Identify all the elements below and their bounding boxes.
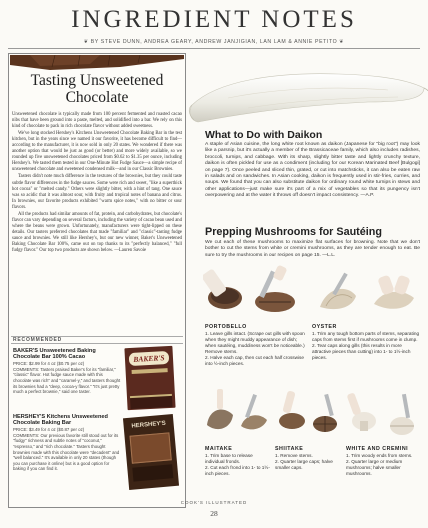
maitake-step: 2. Cut each frond into 1- to 1½-inch pieces.	[205, 465, 270, 476]
chocolate-title-line2: Chocolate	[65, 89, 129, 106]
oyster-steps	[312, 331, 420, 361]
hersheys-logo-text: HERSHEY'S	[131, 420, 167, 430]
shiitake-photo-1	[275, 385, 308, 440]
product-price: PRICE: $2.99 for 4 oz ($0.75 per oz)	[13, 360, 85, 366]
cremini-step: 1. Trim woody ends from stems.	[346, 453, 413, 458]
header-rule	[8, 48, 420, 49]
shiitake-heading: SHIITAKE	[275, 446, 304, 452]
portobello-step: 2. Halve each cap, then cut each half crosswise into ½-inch pieces.	[205, 355, 305, 366]
chocolate-bars-illustration	[10, 55, 184, 72]
chocolate-paragraph: All the products had similar amounts of fat, protein, and carbohydrates, but chocolate's flavor can vary depending on several factors, including the variety of cacao bean used and where the beans were grown. Unfortunately, manufacturers were tight-lipped on these details. Our tasters preferred chocolates that made "familiar" and "classic"-tasting fudge sauce and brownies. We still like Hershey's, but our new winner, Baker's Unsweetened Baking Chocolate Bar 100%, came out on top thanks to its "perfectly balanced," "full fudgy flavor." Our top two products are shown below. —Lauren Savoie	[12, 211, 182, 254]
oyster-step: 2. Tear caps along gills (this results in more attractive pieces than cutting) into 1- to 1½-inch pieces.	[312, 343, 411, 360]
shiitake-photo-2	[309, 388, 342, 443]
mushrooms-title: Prepping Mushrooms for Sautéing	[205, 226, 382, 238]
bakers-package-image	[124, 346, 175, 410]
product-name-line1: HERSHEY'S Kitchens Unsweetened	[13, 414, 108, 420]
maitake-step: 1. Trim base to release individual fronds.	[205, 453, 253, 464]
oyster-heading: OYSTER	[312, 324, 337, 330]
daikon-title: What to Do with Daikon	[205, 129, 323, 141]
daikon-photo	[188, 50, 428, 135]
oyster-step: 1. Trim any tough bottom parts of stems, separating caps from stems first if mushrooms come in clump.	[312, 331, 420, 342]
portobello-steps	[205, 331, 305, 367]
product-price: PRICE: $3.49 for 4 oz ($0.87 per oz)	[13, 426, 85, 432]
cremini-photo-2	[384, 388, 422, 443]
byline: ❦ BY STEVE DUNN, ANDREA GEARY, ANDREW JANJIGIAN, LAN LAM & ANNIE PETITO ❦	[83, 39, 345, 45]
portobello-step: 1. Leave gills intact. (Scrape out gills with spoon when they might muddy appearance of dish; when sautéing, muddiness won't be noticeable.) Remove stems.	[205, 331, 305, 354]
product-bakers	[13, 348, 121, 395]
maitake-heading: MAITAKE	[205, 446, 233, 452]
recommended-label: RECOMMENDED	[11, 336, 183, 344]
daikon-text: A staple of Asian cuisine, the long white root known as daikon (Japanese for "big root") may look like a parsnip, but it's actually a member of the Brassicaceae family, which also includes radishes, broccoli, turnips, and cabbage. With its sharp, slightly bitter taste and lightly crunchy texture, daikon is often pickled for use as a condiment (including for our Korean Marinated Beef [Bulgogi] on page 7). Once peeled and sliced thin, grated, or cut into matchsticks, it can also be eaten raw in salads and on sandwiches. In Asian cooking, daikon is frequently used in stir-fries, curries, and soups. We found that you can also substitute daikon for ordinary round white turnips in stews and other applications—just make sure it's part of a mix of vegetables so that its pungency isn't overpowering and at the water it throws off doesn't impact consistency. —A.P.	[205, 142, 420, 199]
oyster-photo-2	[364, 262, 422, 322]
product-name-line2: Chocolate Baking Bar	[13, 420, 72, 427]
mushrooms-intro: We cut each of these mushrooms to maximize flat surfaces for browning. Note that we don't bother to cut the stems from white or cremini mushrooms, as they are tender enough to eat. Be sure to try the mushrooms in our recipes on page 15. —L.L.	[205, 240, 420, 258]
portobello-heading: PORTOBELLO	[205, 324, 247, 330]
cremini-steps	[346, 453, 422, 477]
cremini-heading: WHITE AND CREMINI	[346, 446, 409, 452]
page-title: INGREDIENT NOTES	[71, 6, 357, 33]
cremini-step: 2. Quarter large or medium mushrooms; halve smaller mushrooms.	[346, 459, 403, 476]
product-hersheys	[13, 414, 121, 472]
chocolate-title	[10, 72, 184, 106]
portobello-photo-1	[203, 260, 243, 320]
maitake-photo-2	[237, 388, 270, 443]
chocolate-paragraph: We've long stocked Hershey's Kitchens Unsweetened Chocolate Baking Bar in the test kitchen, but in the years since we named it our favorite, it has become difficult to find—according to the manufacturer, it is now sold in only 20 states. We wondered if there was another option that would be just as good (or better) and more widely available, so we rounded up five unsweetened chocolates priced from $0.62 to $1.35 per ounce, including Hershey's. We tasted them tested in our One-Minute Hot Fudge Sauce—a simple recipe of unsweetened chocolate and sweetened condensed milk—and in our Classic Brownies.	[12, 131, 182, 173]
shiitake-step: 2. Quarter large caps; halve smaller caps.	[275, 459, 333, 470]
chocolate-paragraph: Unsweetened chocolate is typically made from 100 percent fermented and roasted cacao nibs that have been ground into a paste, melted, and solidified into a bar. We rely on this kind of chocolate to pack in rich chocolate flavor without added sweetness.	[12, 112, 182, 130]
bakers-logo-text: BAKER'S	[129, 351, 170, 366]
product-comment: COMMENTS: Our previous favorite still stood out for its "fudgy" richness and subtle notes of "coconut," "espresso," and "rich chocolate." Tasters thought brownies made with this chocolate were "decadent" and "well balanced." It's available in only 20 states (though you can purchase it online) but is a good option for baking if you can find it.	[13, 432, 120, 472]
chocolate-article	[12, 112, 182, 254]
product-comment: COMMENTS: Tasters praised Baker's for its "familiar," "classic" flavor. Hot fudge sauce made with this chocolate was rich" and "caramel-y," and tasters thought its brownies had a "deep, cocoa-y flavor." "It's just pretty much a perfect brownie," said one taster.	[13, 366, 121, 395]
product-name-line2: Chocolate Bar 100% Cacao	[13, 354, 86, 361]
product-name-line1: BAKER'S Unsweetened Baking	[13, 348, 96, 354]
hersheys-package-image	[123, 414, 179, 490]
chocolate-title-line1: Tasting Unsweetened	[30, 72, 164, 89]
shiitake-steps	[275, 453, 340, 471]
shiitake-step: 1. Remove stems.	[275, 453, 313, 458]
oyster-photo-1	[312, 262, 362, 322]
maitake-steps	[205, 453, 270, 477]
footer-magazine: COOK'S ILLUSTRATED	[180, 500, 248, 505]
cremini-photo-1	[346, 385, 382, 440]
chocolate-paragraph: Tasters didn't note much difference in the textures of the brownies, but they could taste subtle flavor differences in the fudge sauces. Some were rich and sweet, "like a superthick hot cocoa" or "melted candy." Others were slightly bitter, with a hint of tang. One sauce was so acidic that it was almost sour, with fruity and tropical notes of banana and citrus. In brownies, our favorite products exhibited "warm spice notes," with no bitter or sour flavors.	[12, 174, 182, 210]
maitake-photo-1	[203, 385, 236, 440]
portobello-photo-2	[245, 262, 305, 322]
page-number: 28	[210, 509, 218, 518]
